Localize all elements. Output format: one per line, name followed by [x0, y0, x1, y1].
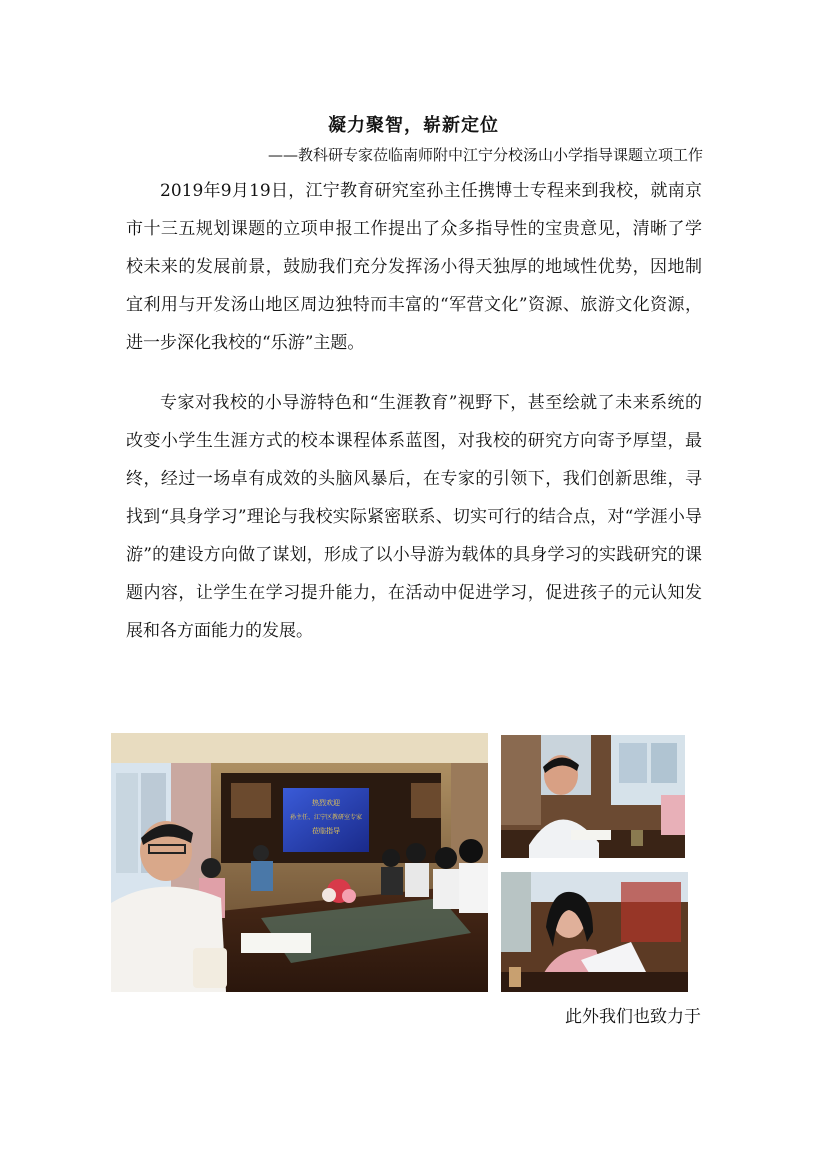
screen-line-2: 孙主任、江宁区教研室专家 [289, 814, 363, 821]
page-subtitle: ——教科研专家莅临南师附中江宁分校汤山小学指导课题立项工作 [267, 146, 703, 164]
reader-photo [501, 872, 688, 992]
paragraph-2: 专家对我校的小导游特色和“生涯教育”视野下，甚至绘就了未来系统的改变小学生生涯方式的校本课程体系蓝图，对我校的研究方向寄予厚望，最终，经过一场卓有成效的头脑风暴后，在专家的引领下，我们创新思维，寻找到“具身学习”理论与我校实际紧密联系、切实可行的结合点，对“学涯小导游”的建设方向做了谋划，形成了以小导游为载体的具身学习的实践研究的课题内容，让学生在学习提升能力，在活动中促进学习，促进孩子的元认知发展和各方面能力的发展。 [126, 393, 702, 641]
speaker-photo [501, 735, 685, 858]
screen-line-3: 莅临指导 [312, 827, 340, 835]
meeting-photo [111, 733, 488, 992]
page-title: 凝力聚智，崭新定位 [328, 115, 499, 136]
screen-line-1: 热烈欢迎 [312, 799, 340, 807]
paragraph-1: 2019年9月19日，江宁教育研究室孙主任携博士专程来到我校，就南京市十三五规划课题的立项申报工作提出了众多指导性的宝贵意见，清晰了学校未来的发展前景，鼓励我们充分发挥汤小得天独厚的地域性优势，因地制宜利用与开发汤山地区周边独特而丰富的“军营文化”资源、旅游文化资源，进一步深化我校的“乐游”主题。 [126, 181, 702, 353]
tail-text: 此外我们也致力于 [565, 1007, 701, 1027]
